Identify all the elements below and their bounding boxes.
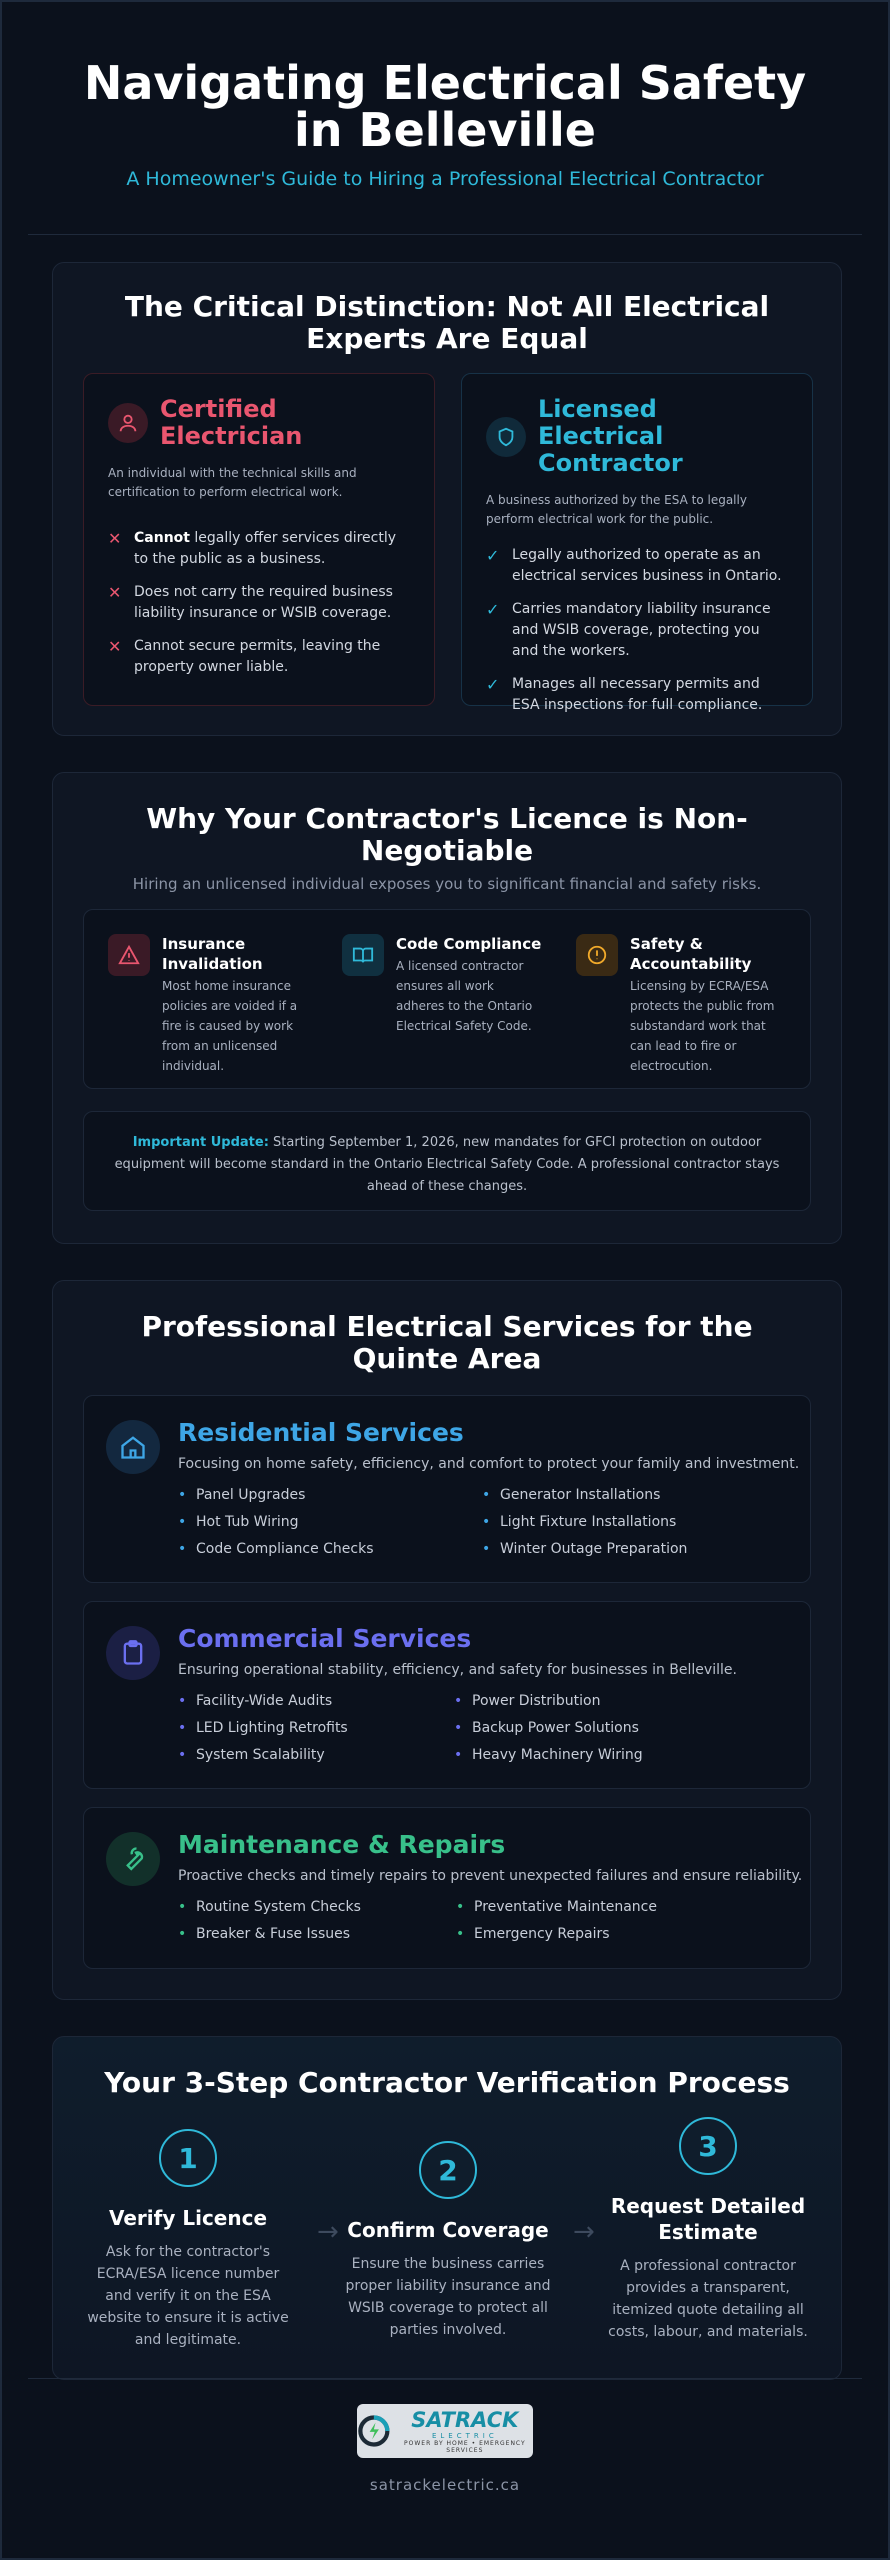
list-item: • Generator Installations xyxy=(482,1487,661,1503)
step-number: 1 xyxy=(159,2129,217,2187)
update-text: Starting September 1, 2026, new mandates for GFCI protection on outdoor equipment will become standard in the Ontario Electrical Safety Code. A professional contractor stays ahead of these changes. xyxy=(114,1135,780,1194)
step-text: A professional contractor provides a transparent, itemized quote detailing all costs, labour, and materials. xyxy=(608,2258,808,2340)
logo-wordmark: SATRACK xyxy=(411,2408,519,2432)
item-text: Winter Outage Preparation xyxy=(500,1541,688,1557)
item-text: Heavy Machinery Wiring xyxy=(472,1747,643,1763)
point-text: Carries mandatory liability insurance and WSIB coverage, protecting you and the workers. xyxy=(512,601,771,659)
item-text: System Scalability xyxy=(196,1747,325,1763)
risk-grid xyxy=(83,909,811,1089)
list-item: • Heavy Machinery Wiring xyxy=(454,1747,643,1763)
risk-insurance xyxy=(108,934,308,1076)
risk-text: A licensed contractor ensures all work adheres to the Ontario Electrical Safety Code. xyxy=(396,959,533,1033)
step-title: Confirm Coverage xyxy=(347,2218,549,2242)
item-text: Power Distribution xyxy=(472,1693,601,1709)
point-text: Does not carry the required business liability insurance or WSIB coverage. xyxy=(134,584,393,621)
list-item xyxy=(486,599,788,662)
commercial-card xyxy=(83,1601,811,1789)
header-divider xyxy=(28,234,862,235)
item-text: Light Fixture Installations xyxy=(500,1514,677,1530)
footer-divider xyxy=(28,2378,862,2379)
service-list xyxy=(482,1482,687,1563)
clipboard-icon xyxy=(106,1626,160,1680)
risk-text: Most home insurance policies are voided if a fire is caused by work from an unlicensed individual. xyxy=(162,979,298,1073)
step-title: Request Detailed Estimate xyxy=(610,2194,806,2244)
list-item: • Light Fixture Installations xyxy=(482,1514,677,1530)
licence-section xyxy=(52,772,842,1244)
list-item: • Routine System Checks xyxy=(178,1899,361,1915)
point-text: legally offer services directly to the public as a business. xyxy=(134,530,397,567)
list-item: • Panel Upgrades xyxy=(178,1487,306,1503)
service-list xyxy=(456,1894,657,1948)
website-link[interactable]: satrackelectric.ca xyxy=(369,2476,521,2494)
x-icon: ✕ xyxy=(108,529,122,548)
risk-code xyxy=(342,934,542,1036)
step-3 xyxy=(603,2117,813,2343)
distinction-heading: The Critical Distinction: Not All Electrical Experts Are Equal xyxy=(124,290,770,355)
update-label: Important Update: xyxy=(132,1135,269,1150)
maintenance-card xyxy=(83,1807,811,1969)
list-item: • Breaker & Fuse Issues xyxy=(178,1926,351,1942)
electrician-card xyxy=(83,373,435,706)
step-title: Verify Licence xyxy=(108,2206,268,2230)
service-description: Ensuring operational stability, efficiency, and safety for businesses in Belleville. xyxy=(178,1662,737,1678)
alert-circle-icon xyxy=(576,934,618,976)
shield-icon xyxy=(486,417,526,457)
item-text: Hot Tub Wiring xyxy=(196,1514,299,1530)
service-list xyxy=(178,1482,374,1563)
list-item: • Backup Power Solutions xyxy=(454,1720,639,1736)
electrician-description: An individual with the technical skills and certification to perform electrical work. xyxy=(108,466,357,499)
services-heading: Professional Electrical Services for the Quinte Area xyxy=(141,1310,753,1375)
risk-title: Insurance Invalidation xyxy=(162,935,263,973)
contractor-title: Licensed Electrical Contractor xyxy=(538,395,683,477)
wrench-icon xyxy=(106,1832,160,1886)
risk-title: Code Compliance xyxy=(396,935,542,953)
list-item: • Hot Tub Wiring xyxy=(178,1514,299,1530)
x-icon: ✕ xyxy=(108,583,122,602)
electrician-title: Certified Electrician xyxy=(160,395,303,450)
point-text: Legally authorized to operate as an electrical services business in Ontario. xyxy=(512,547,782,584)
step-text: Ensure the business carries proper liability insurance and WSIB coverage to protect all parties involved. xyxy=(345,2256,551,2338)
important-update xyxy=(83,1111,811,1211)
list-item: • Facility-Wide Audits xyxy=(178,1693,333,1709)
step-number: 3 xyxy=(679,2117,737,2175)
x-icon: ✕ xyxy=(108,637,122,656)
list-item xyxy=(108,528,410,570)
item-text: Breaker & Fuse Issues xyxy=(196,1926,351,1942)
point-text: Manages all necessary permits and ESA inspections for full compliance. xyxy=(512,676,763,713)
book-icon xyxy=(342,934,384,976)
process-section xyxy=(52,2036,842,2380)
process-heading: Your 3-Step Contractor Verification Process xyxy=(104,2066,790,2099)
distinction-section xyxy=(52,262,842,736)
item-text: Routine System Checks xyxy=(196,1899,361,1915)
service-description: Proactive checks and timely repairs to prevent unexpected failures and ensure reliability. xyxy=(178,1868,803,1884)
user-icon xyxy=(108,403,148,443)
item-text: Emergency Repairs xyxy=(474,1926,610,1942)
list-item: • System Scalability xyxy=(178,1747,325,1763)
service-title: Commercial Services xyxy=(178,1624,472,1653)
list-item xyxy=(108,582,410,624)
service-list xyxy=(454,1688,643,1769)
list-item xyxy=(486,545,788,587)
item-text: Code Compliance Checks xyxy=(196,1541,374,1557)
service-description: Focusing on home safety, efficiency, and comfort to protect your family and investment. xyxy=(178,1456,800,1472)
step-number: 2 xyxy=(419,2141,477,2199)
arrow-right-icon: → xyxy=(317,2217,339,2247)
footer xyxy=(2,2404,888,2494)
item-text: Preventative Maintenance xyxy=(474,1899,657,1915)
page-header xyxy=(2,2,888,190)
contractor-description: A business authorized by the ESA to legally perform electrical work for the public. xyxy=(486,493,747,526)
page-title: Navigating Electrical Safety in Belleville xyxy=(83,56,807,157)
item-text: Generator Installations xyxy=(500,1487,661,1503)
step-1 xyxy=(83,2129,293,2351)
page-subtitle: A Homeowner's Guide to Hiring a Professional Electrical Contractor xyxy=(126,168,764,190)
list-item xyxy=(486,674,788,716)
item-text: LED Lighting Retrofits xyxy=(196,1720,348,1736)
home-icon xyxy=(106,1420,160,1474)
list-item: • Code Compliance Checks xyxy=(178,1541,374,1557)
check-icon: ✓ xyxy=(486,675,500,694)
risk-safety xyxy=(576,934,776,1076)
list-item: • Winter Outage Preparation xyxy=(482,1541,688,1557)
risk-title: Safety & Accountability xyxy=(630,935,752,973)
list-item: • Power Distribution xyxy=(454,1693,601,1709)
service-title: Residential Services xyxy=(178,1418,464,1447)
item-text: Panel Upgrades xyxy=(196,1487,306,1503)
step-text: Ask for the contractor's ECRA/ESA licence number and verify it on the ESA website to ensure it is active and legitimate. xyxy=(87,2244,289,2348)
risk-text: Licensing by ECRA/ESA protects the public from substandard work that can lead to fire or electrocution. xyxy=(630,979,775,1073)
electrician-points xyxy=(108,528,410,678)
service-list xyxy=(178,1894,361,1948)
logo-tagline: POWER BY HOME • EMERGENCY SERVICES xyxy=(404,2440,526,2454)
warning-icon xyxy=(108,934,150,976)
service-list xyxy=(178,1688,348,1769)
residential-card xyxy=(83,1395,811,1583)
item-text: Facility-Wide Audits xyxy=(196,1693,333,1709)
point-bold: Cannot xyxy=(134,530,190,546)
item-text: Backup Power Solutions xyxy=(472,1720,639,1736)
list-item: • LED Lighting Retrofits xyxy=(178,1720,348,1736)
logo-mark-icon xyxy=(357,2411,391,2451)
list-item: • Emergency Repairs xyxy=(456,1926,610,1942)
contractor-card xyxy=(461,373,813,713)
services-section xyxy=(52,1280,842,2000)
list-item: • Preventative Maintenance xyxy=(456,1899,657,1915)
contractor-points xyxy=(486,545,788,716)
arrow-right-icon: → xyxy=(573,2217,595,2247)
licence-subheading: Hiring an unlicensed individual exposes you to significant financial and safety risks. xyxy=(132,875,762,893)
logo-subtitle: ELECTRIC xyxy=(431,2432,498,2440)
check-icon: ✓ xyxy=(486,600,500,619)
list-item xyxy=(108,636,410,678)
licence-heading: Why Your Contractor's Licence is Non-Negotiable xyxy=(146,802,748,867)
company-logo[interactable] xyxy=(357,2404,533,2458)
step-2 xyxy=(343,2141,553,2341)
service-title: Maintenance & Repairs xyxy=(178,1830,506,1859)
point-text: Cannot secure permits, leaving the property owner liable. xyxy=(134,638,381,675)
check-icon: ✓ xyxy=(486,546,500,565)
